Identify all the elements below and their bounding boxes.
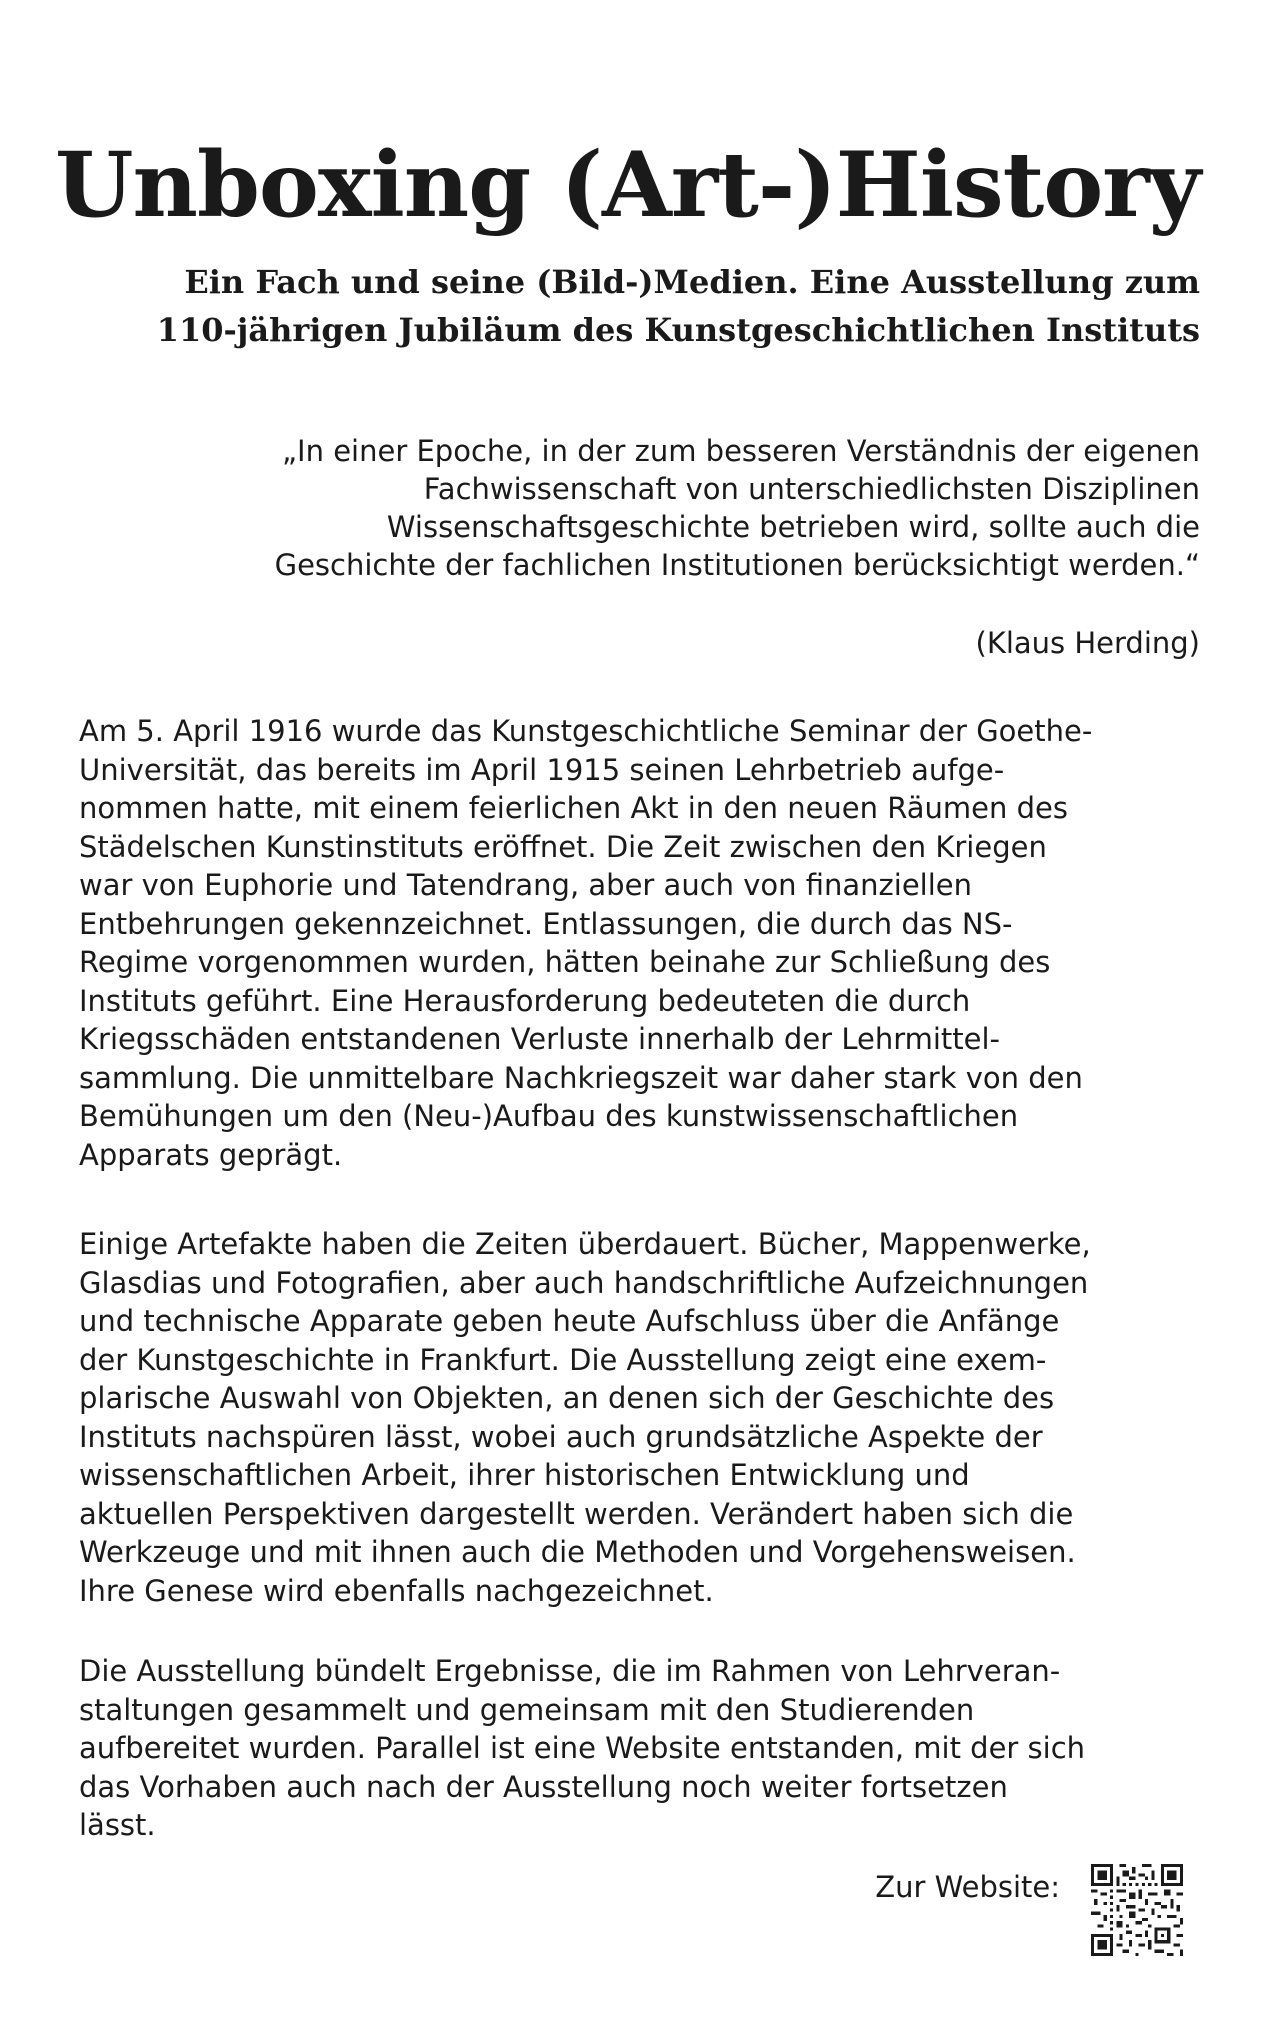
quote-line: Fachwissenschaft von unterschiedlichsten Disziplinen (423, 472, 1200, 506)
paragraph-1 (79, 712, 1209, 1174)
page-title: Unboxing (Art-)History (55, 132, 1200, 238)
quote-line: Wissenschaftsgeschichte betrieben wird, sollte auch die (386, 510, 1200, 544)
text-line: war von Euphorie und Tatendrang, aber auch von finanziellen (79, 868, 973, 902)
text-line: Einige Artefakte haben die Zeiten überdauert. Bücher, Mappenwerke, (79, 1227, 1091, 1261)
paragraph-2 (79, 1225, 1209, 1610)
text-line: und technische Apparate geben heute Aufschluss über die Anfänge (79, 1304, 1060, 1338)
qr-code-icon[interactable] (1091, 1864, 1183, 1956)
quote-block (150, 432, 1200, 584)
text-line: nommen hatte, mit einem feierlichen Akt in den neuen Räumen des (79, 791, 1068, 825)
text-line: staltungen gesammelt und gemeinsam mit den Studierenden (79, 1692, 975, 1727)
quote-line: „In einer Epoche, in der zum besseren Verständnis der eigenen (282, 434, 1200, 468)
text-line: Universität, das bereits im April 1915 seinen Lehrbetrieb aufge- (79, 752, 1005, 787)
text-line: Instituts nachspüren lässt, wobei auch grundsätzliche Aspekte der (79, 1419, 1043, 1454)
subtitle-line: Ein Fach und seine (Bild-)Medien. Eine Ausstellung zum (184, 263, 1200, 301)
text-line: Instituts geführt. Eine Herausforderung bedeuteten die durch (79, 983, 971, 1018)
text-line: Die Ausstellung bündelt Ergebnisse, die im Rahmen von Lehrveran- (79, 1654, 1061, 1688)
text-line: Regime vorgenommen wurden, hätten beinahe zur Schließung des (79, 945, 1051, 979)
paragraph-3 (79, 1652, 1209, 1845)
text-line: lässt. (79, 1808, 156, 1842)
text-line: sammlung. Die unmittelbare Nachkriegszeit war daher stark von den (79, 1060, 1083, 1095)
text-line: Entbehrungen gekennzeichnet. Entlassungen, die durch das NS- (79, 906, 1013, 941)
text-line: aufbereitet wurden. Parallel ist eine Website entstanden, mit der sich (79, 1731, 1086, 1765)
text-line: Am 5. April 1916 wurde das Kunstgeschichtliche Seminar der Goethe- (79, 714, 1093, 748)
text-line: der Kunstgeschichte in Frankfurt. Die Ausstellung zeigt eine exem- (79, 1342, 1047, 1377)
subtitle-line: 110-jährigen Jubiläum des Kunstgeschichtlichen Instituts (156, 311, 1200, 349)
text-line: Kriegsschäden entstandenen Verluste innerhalb der Lehrmittel- (79, 1022, 1001, 1056)
subtitle (50, 258, 1200, 354)
text-line: das Vorhaben auch nach der Ausstellung noch weiter fortsetzen (79, 1769, 1008, 1804)
text-line: wissenschaftlichen Arbeit, ihrer historischen Entwicklung und (79, 1458, 970, 1492)
website-label: Zur Website: (875, 1870, 1060, 1904)
text-line: Werkzeuge und mit ihnen auch die Methoden und Vorgehensweisen. (79, 1535, 1076, 1569)
text-line: Ihre Genese wird ebenfalls nachgezeichnet. (79, 1573, 714, 1608)
quote-author: (Klaus Herding) (975, 626, 1200, 660)
text-line: plarische Auswahl von Objekten, an denen sich der Geschichte des (79, 1381, 1055, 1415)
quote-line: Geschichte der fachlichen Institutionen berücksichtigt werden.“ (274, 548, 1200, 582)
text-line: Glasdias und Fotografien, aber auch handschriftliche Aufzeichnungen (79, 1265, 1089, 1300)
text-line: Apparats geprägt. (79, 1137, 343, 1172)
text-line: Städelschen Kunstinstituts eröffnet. Die Zeit zwischen den Kriegen (79, 829, 1047, 864)
text-line: aktuellen Perspektiven dargestellt werden. Verändert haben sich die (79, 1496, 1074, 1531)
text-line: Bemühungen um den (Neu-)Aufbau des kunstwissenschaftlichen (79, 1099, 1019, 1133)
